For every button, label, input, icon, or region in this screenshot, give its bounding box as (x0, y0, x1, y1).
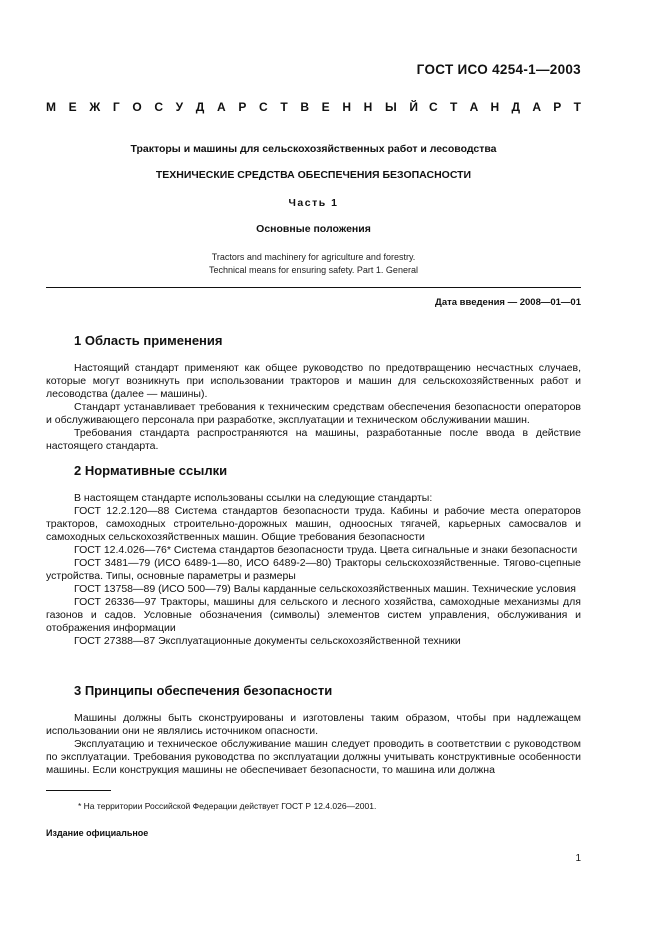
english-title-line-1: Tractors and machinery for agriculture and forestry. (211, 252, 416, 262)
section-1-heading: 1 Область применения (74, 333, 223, 348)
banner-letter: Р (238, 100, 247, 114)
banner-letter: М (46, 100, 56, 114)
banner-letter: Г (112, 100, 120, 114)
paragraph: ГОСТ 12.4.026—76* Система стандартов безопасности труда. Цвета сигнальные и знаки безопасности (74, 544, 578, 556)
title-line-1: Тракторы и машины для сельскохозяйственных работ и лесоводства (130, 143, 497, 155)
banner-letter: С (154, 100, 163, 114)
banner-letter: С (258, 100, 268, 114)
banner-letter: О (132, 100, 142, 114)
banner-letter: Д (511, 100, 521, 114)
banner-letter: Н (363, 100, 373, 114)
banner-letter: Н (342, 100, 351, 114)
banner-letter: У (175, 100, 184, 114)
title-line-2: ТЕХНИЧЕСКИЕ СРЕДСТВА ОБЕСПЕЧЕНИЯ БЕЗОПАСНОСТИ (155, 169, 472, 181)
paragraph: Машины должны быть сконструированы и изготовлены таким образом, чтобы при надлежащем использовании они не являлись источником опасности. (46, 712, 581, 737)
paragraph: Стандарт устанавливает требования к техническим средствам обеспечения безопасности операторов и обслуживающего персонала при разработке, эксплуатации и техническом обслуживании машин. (46, 401, 581, 426)
title-part: Часть 1 (288, 197, 339, 209)
banner-letter: Е (68, 100, 77, 114)
paragraph: ГОСТ 13758—89 (ИСО 500—79) Валы карданные сельскохозяйственных машин. Технические условия (74, 583, 576, 595)
standard-banner (46, 100, 581, 114)
paragraph: Эксплуатацию и техническое обслуживание машин следует проводить в соответствии с руководством по эксплуатации. Требования руководства по эксплуатации должны учитывать конструктивные особенности машины. Если конструкция машины не обеспечивает безопасности, то машина или должна (46, 738, 581, 776)
section-3-heading: 3 Принципы обеспечения безопасности (74, 683, 333, 698)
banner-letter: С (429, 100, 438, 114)
banner-letter: Д (195, 100, 205, 114)
banner-letter: Т (449, 100, 458, 114)
paragraph: ГОСТ 26336—97 Тракторы, машины для сельского и лесного хозяйства, самоходные механизмы для газонов и садов. Условные обозначения (символы) элементов систем управления, обслуживания и отображения информации (46, 596, 581, 634)
banner-letter: А (532, 100, 541, 114)
title-subtitle: Основные положения (256, 223, 371, 235)
footnote-divider (46, 790, 111, 791)
banner-letter: Ы (384, 100, 397, 114)
english-title-line-2: Technical means for ensuring safety. Part 1. General (209, 265, 418, 275)
section-3-body (46, 712, 581, 777)
section-2-heading: 2 Нормативные ссылки (74, 463, 228, 478)
title-divider (46, 287, 581, 288)
banner-word-interstate (46, 100, 418, 114)
banner-letter: Н (490, 100, 500, 114)
banner-letter: В (300, 100, 309, 114)
banner-letter: Е (321, 100, 330, 114)
introduction-date: Дата введения — 2008—01—01 (435, 297, 581, 308)
paragraph: ГОСТ 12.2.120—88 Система стандартов безопасности труда. Кабины и рабочие места операторов тракторов, самоходных строительно-дорожных машин, одноосных тягачей, карьерных самосвалов и самоходных сельскохозяйственных машин. Общие требования безопасности (46, 505, 581, 543)
footnote: * На территории Российской Федерации действует ГОСТ Р 12.4.026—2001. (78, 801, 377, 811)
banner-word-standard (429, 100, 581, 114)
document-code: ГОСТ ИСО 4254-1—2003 (416, 62, 581, 77)
banner-letter: Р (553, 100, 562, 114)
paragraph: Требования стандарта распространяются на машины, разработанные после ввода в действие настоящего стандарта. (46, 427, 581, 452)
section-2-body (46, 492, 581, 648)
section-1-body (46, 362, 581, 453)
banner-letter: А (469, 100, 479, 114)
banner-letter: Т (280, 100, 288, 114)
banner-letter: Ж (89, 100, 101, 114)
english-title (46, 251, 581, 277)
paragraph: ГОСТ 3481—79 (ИСО 6489-1—80, ИСО 6489-2—80) Тракторы сельскохозяйственные. Тягово-сцепные устройства. Типы, основные параметры и размеры (46, 557, 581, 582)
paragraph: В настоящем стандарте использованы ссылки на следующие стандарты: (74, 492, 433, 504)
edition-note: Издание официальное (46, 828, 149, 838)
page-number: 1 (575, 853, 581, 864)
banner-letter: Т (573, 100, 581, 114)
banner-letter: А (216, 100, 226, 114)
paragraph: ГОСТ 27388—87 Эксплуатационные документы сельскохозяйственной техники (74, 635, 461, 647)
paragraph: Настоящий стандарт применяют как общее руководство по предотвращению несчастных случаев, которые могут возникнуть при использовании тракторов и машин для сельскохозяйственных работ и лесоводства (далее — машины). (46, 362, 581, 400)
banner-letter: Й (409, 100, 418, 114)
